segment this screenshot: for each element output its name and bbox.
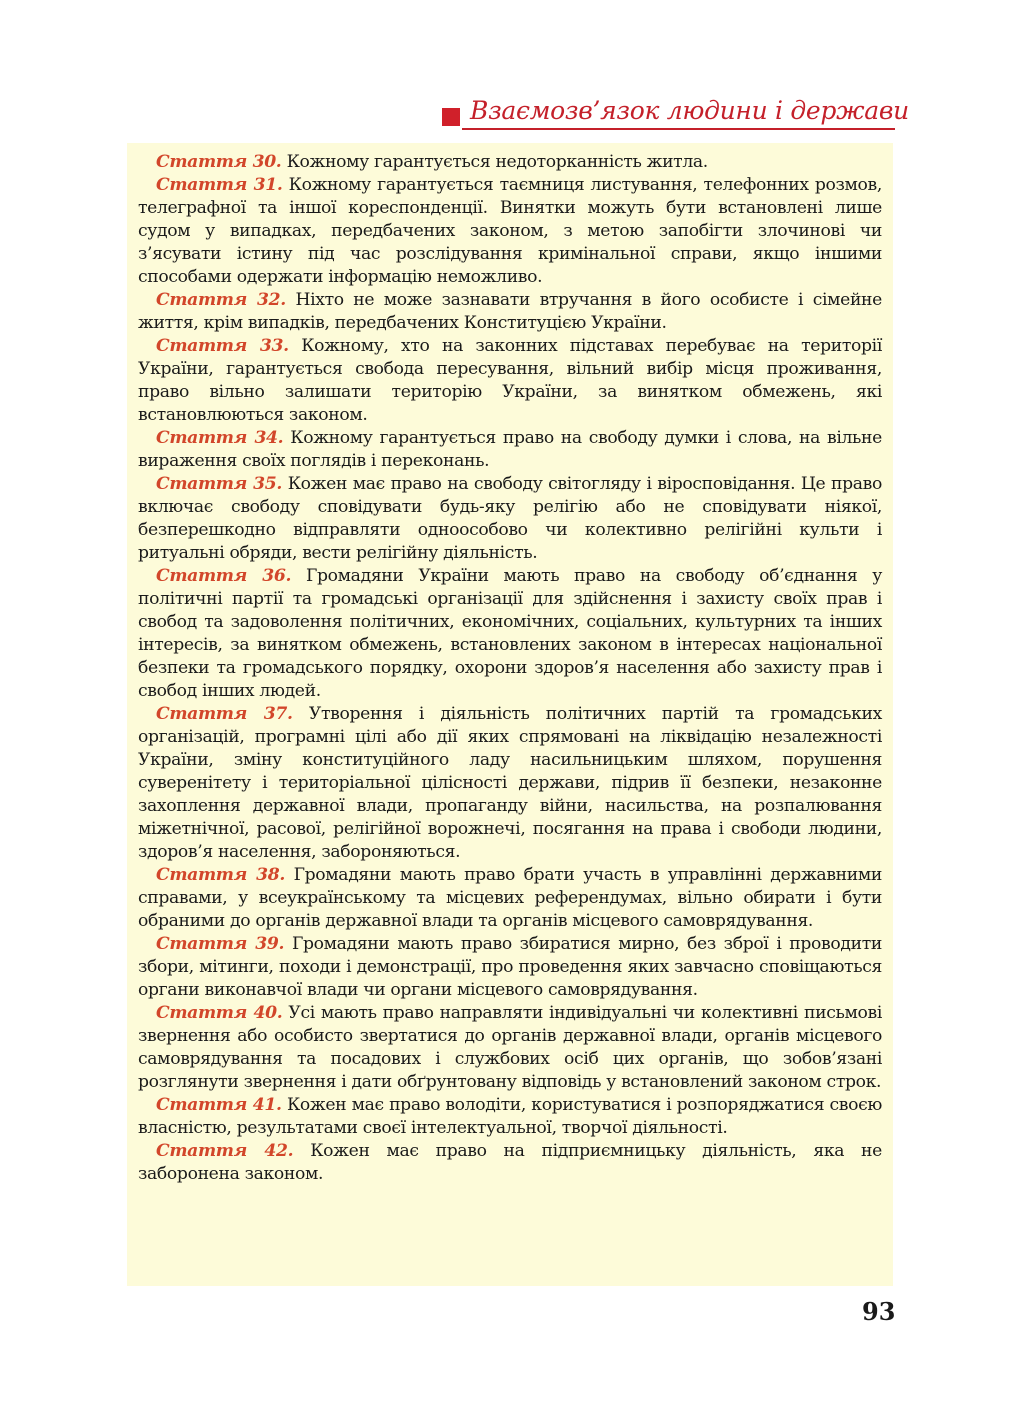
article-text: Ніхто не може зазнавати втручання в його особисте і сімейне життя, крім випадків, передбачених Конституцією України. [138,290,882,333]
article-39 [138,933,882,1002]
article-text: Громадяни України мають право на свободу об’єднання у політичні партії та громадські організації для здійснення і захисту своїх прав і свобод та задоволення політичних, економічних, соціальних, культурних та інших інтересів, за винятком обмежень, встановлених законом в інтересах національної безпеки та громадського порядку, охорони здоров’я населення або захисту прав і свобод інших людей. [138,566,882,701]
article-37 [138,703,882,864]
article-label: Стаття 34. [156,428,284,448]
article-34 [138,427,882,473]
article-31 [138,174,882,289]
article-label: Стаття 32. [156,290,286,310]
article-text: Утворення і діяльність політичних партій та громадських організацій, програмні цілі або дії яких спрямовані на ліквідацію незалежності України, зміну конституційного ладу насильницьким шляхом, порушення суверенітету і територіальної цілісності держави, підрив її безпеки, незаконне захоплення державної влади, пропаганду війни, насильства, на розпалювання міжетнічної, расової, релігійної ворожнечі, посягання на права і свободи людини, здоров’я населення, забороняються. [138,704,882,862]
article-label: Стаття 39. [156,934,285,954]
article-label: Стаття 42. [156,1141,294,1161]
section-header [440,96,909,130]
article-35 [138,473,882,565]
article-text: Кожному гарантується право на свободу думки і слова, на вільне вираження своїх поглядів і переконань. [138,428,882,471]
article-40 [138,1002,882,1094]
article-36 [138,565,882,703]
page-number: 93 [862,1297,896,1326]
articles-list [138,151,882,1186]
section-title: Взаємозв’язок людини і держави [470,96,909,125]
header-underline [462,128,895,130]
article-32 [138,289,882,335]
article-text: Громадяни мають право брати участь в управлінні державними справами, у всеукраїнському та місцевих референдумах, вільно обирати і бути обраними до органів державної влади та органів місцевого самоврядування. [138,865,882,931]
article-label: Стаття 35. [156,474,282,494]
article-text: Кожен має право на підприємницьку діяльність, яка не заборонена законом. [138,1141,882,1184]
article-text: Громадяни мають право збиратися мирно, без зброї і проводити збори, мітинги, походи і демонстрації, про проведення яких завчасно сповіщаються органи виконавчої влади чи органи місцевого самоврядування. [138,934,882,1000]
article-30 [138,151,882,174]
article-label: Стаття 37. [156,704,293,724]
article-38 [138,864,882,933]
article-text: Кожному, хто на законних підставах перебуває на території України, гарантується свобода пересування, вільний вибір місця проживання, право вільно залишати територію України, за винятком обмежень, які встановлюються законом. [138,336,882,425]
article-text: Кожному гарантується недоторканність житла. [286,152,708,172]
article-label: Стаття 31. [156,175,283,195]
article-label: Стаття 30. [156,152,282,172]
article-label: Стаття 33. [156,336,289,356]
article-33 [138,335,882,427]
article-label: Стаття 38. [156,865,285,885]
red-square-marker [442,108,460,126]
article-text: Усі мають право направляти індивідуальні чи колективні письмові звернення або особисто звертатися до органів державної влади, органів місцевого самоврядування та посадових і службових осіб цих органів, що зобов’язані розглянути звернення і дати обґрунтовану відповідь у встановлений законом строк. [138,1003,882,1092]
article-text: Кожному гарантується таємниця листування, телефонних розмов, телеграфної та іншої кореспонденції. Винятки можуть бути встановлені лише судом у випадках, передбачених законом, з метою запобігти злочинові чи з’ясувати істину під час розслідування кримінальної справи, якщо іншими способами одержати інформацію неможливо. [138,175,882,287]
article-text: Кожен має право на свободу світогляду і віросповідання. Це право включає свободу сповідувати будь-яку релігію або не сповідувати ніякої, безперешкодно відправляти одноособово чи колективно релігійні культи і ритуальні обряди, вести релігійну діяльність. [138,474,882,563]
article-41 [138,1094,882,1140]
article-label: Стаття 40. [156,1003,283,1023]
article-text: Кожен має право володіти, користуватися і розпоряджатися своєю власністю, результатами своєї інтелектуальної, творчої діяльності. [138,1095,882,1138]
article-42 [138,1140,882,1186]
article-label: Стаття 41. [156,1095,282,1115]
article-label: Стаття 36. [156,566,292,586]
